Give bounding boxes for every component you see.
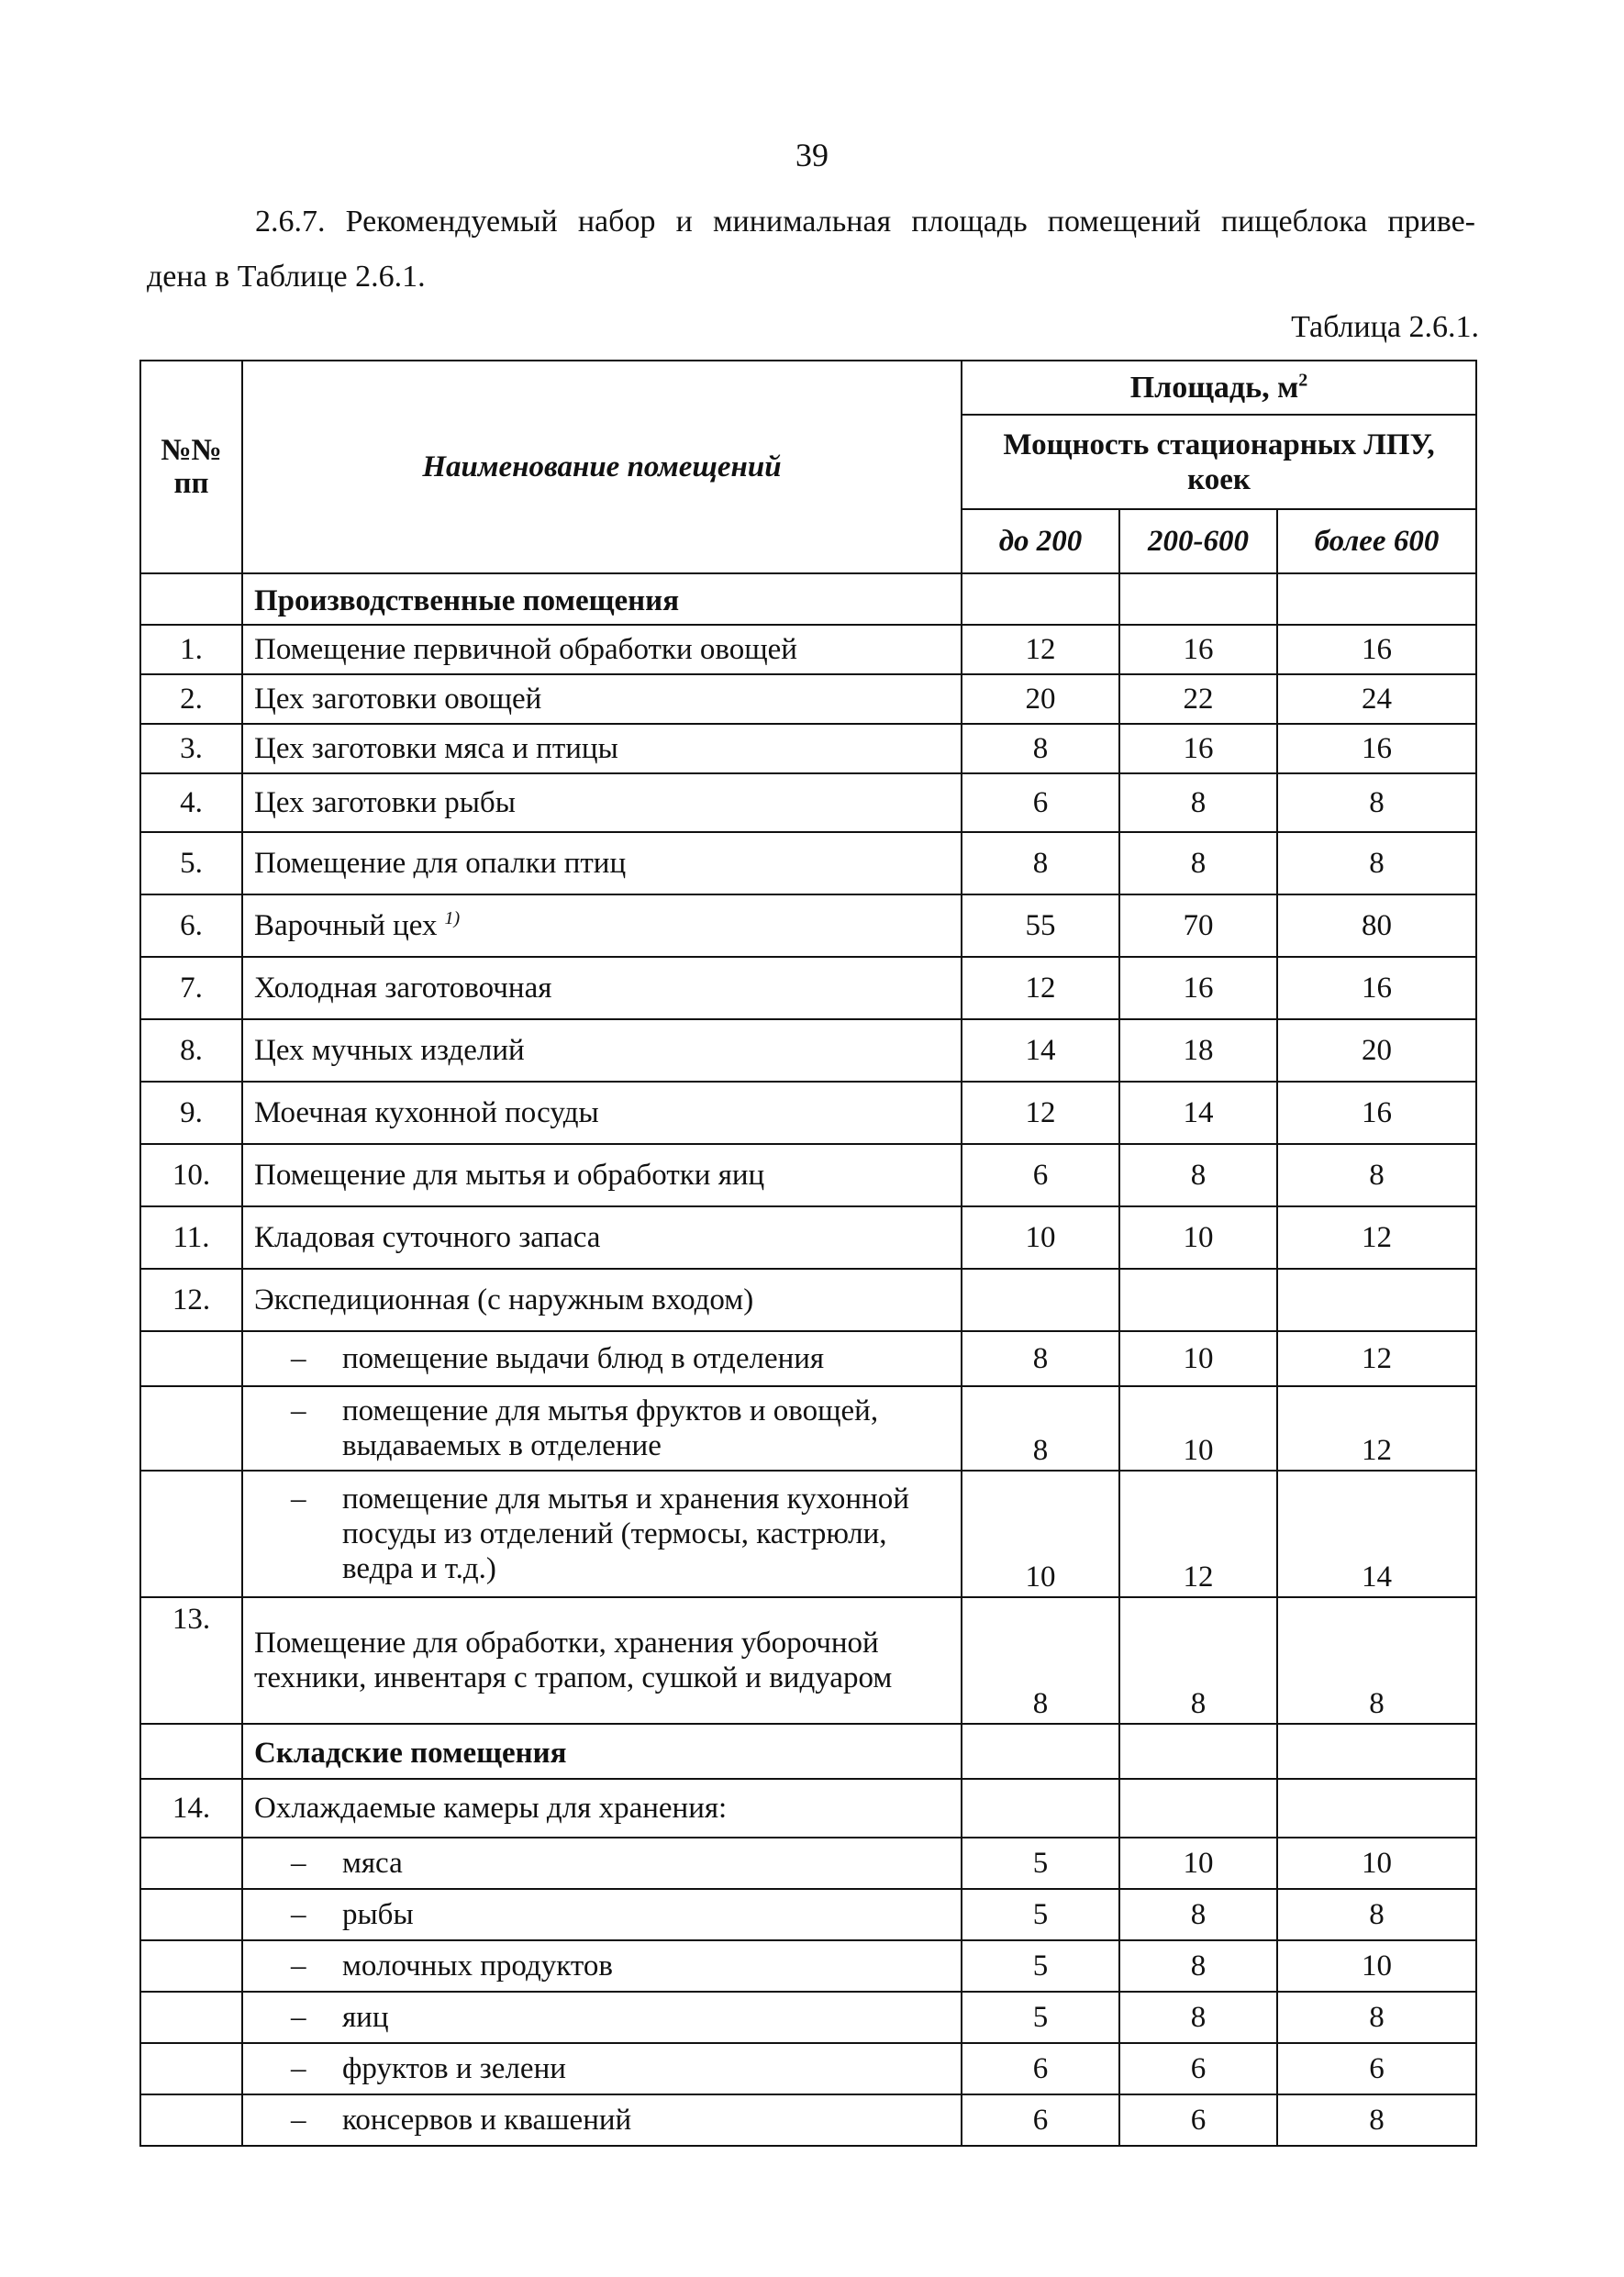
area-value-col-1: 5 [962,1889,1119,1940]
table-row [140,1206,1476,1269]
area-value-col-3: 8 [1277,1597,1476,1724]
table-row [140,1597,1476,1724]
table-row [140,1779,1476,1838]
row-number [140,2094,242,2146]
table-row [140,1019,1476,1082]
room-name-text: Моечная кухонной посуды [254,1096,599,1129]
room-name [242,2094,962,2146]
row-number: 14. [140,1779,242,1838]
row-number [140,1889,242,1940]
area-value-col-2: 8 [1119,832,1277,894]
room-name [242,773,962,832]
section-row [140,573,1476,625]
row-number: 4. [140,773,242,832]
sub-item [254,2103,950,2138]
area-value-col-1: 8 [962,832,1119,894]
room-name [242,894,962,957]
dash-mark: – [291,2104,306,2137]
area-value-col-3: 8 [1277,1144,1476,1206]
room-name-text: Помещение для мытья и обработки яиц [254,1159,765,1192]
table-row [140,1471,1476,1597]
table-row [140,1331,1476,1386]
area-value-col-3: 20 [1277,1019,1476,1082]
sub-item-text: консервов и квашений [342,2104,632,2137]
row-number [140,1992,242,2043]
area-value-col-3: 8 [1277,832,1476,894]
sub-item-text: рыбы [342,1898,414,1931]
sub-item-text: помещение выдачи блюд в отделения [342,1342,825,1375]
header-num [140,361,242,573]
table-row [140,894,1476,957]
row-number: 6. [140,894,242,957]
room-name [242,1082,962,1144]
room-name [242,1386,962,1471]
room-name [242,625,962,674]
area-value-col-1: 6 [962,1144,1119,1206]
row-number: 3. [140,724,242,773]
intro-line-2: дена в Таблице 2.6.1. [147,260,426,294]
area-value-col-2: 18 [1119,1019,1277,1082]
area-value-col-2: 8 [1119,1889,1277,1940]
header-area [962,361,1476,415]
area-value-col-3: 14 [1277,1471,1476,1597]
area-value-col-2: 10 [1119,1206,1277,1269]
area-value-col-1: 5 [962,1940,1119,1992]
table-row [140,957,1476,1019]
table-row [140,773,1476,832]
row-number: 8. [140,1019,242,1082]
table-row [140,1940,1476,1992]
row-number: 12. [140,1269,242,1331]
row-number [140,1331,242,1386]
room-name-text: Складские помещения [254,1737,567,1770]
area-value-col-2: 8 [1119,1940,1277,1992]
area-value-col-3 [1277,1269,1476,1331]
sub-item [254,1949,950,1983]
area-value-col-1: 14 [962,1019,1119,1082]
area-value-col-3: 8 [1277,1992,1476,2043]
area-value-col-2: 70 [1119,894,1277,957]
room-name [242,1724,962,1779]
area-value-col-3: 8 [1277,1889,1476,1940]
footnote-mark: 1) [444,908,461,928]
room-name [242,1597,962,1724]
area-value-col-1: 10 [962,1471,1119,1597]
area-value-col-3: 80 [1277,894,1476,957]
area-value-col-1 [962,1269,1119,1331]
area-value-col-2 [1119,573,1277,625]
area-value-col-3: 16 [1277,1082,1476,1144]
area-value-col-2 [1119,1269,1277,1331]
row-number: 10. [140,1144,242,1206]
sub-item-text: фруктов и зелени [342,2052,566,2085]
area-value-col-1 [962,1724,1119,1779]
header-col-3: более 600 [1277,509,1476,573]
room-name [242,1206,962,1269]
dash-mark: – [291,1949,306,1983]
area-value-col-1: 6 [962,2094,1119,2146]
area-value-col-2: 16 [1119,625,1277,674]
sub-item-text: помещение для мытья фруктов и овощей, выдаваемых в отделение [342,1394,879,1462]
area-value-col-2: 10 [1119,1838,1277,1889]
row-number: 5. [140,832,242,894]
room-name [242,1940,962,1992]
row-number [140,2043,242,2094]
area-value-col-1: 12 [962,957,1119,1019]
header-area-label: Площадь, м [1129,370,1299,405]
room-name [242,724,962,773]
row-number: 11. [140,1206,242,1269]
area-value-col-3: 16 [1277,724,1476,773]
area-value-col-1: 20 [962,674,1119,724]
table-row [140,1889,1476,1940]
room-name [242,832,962,894]
room-name [242,957,962,1019]
area-value-col-3 [1277,573,1476,625]
table-row [140,2043,1476,2094]
page-number: 39 [795,137,829,173]
dash-mark: – [291,2001,306,2034]
table-row [140,2094,1476,2146]
table-body [140,573,1476,2146]
room-name [242,674,962,724]
area-value-col-2: 16 [1119,724,1277,773]
area-value-col-1: 8 [962,724,1119,773]
area-value-col-1: 6 [962,773,1119,832]
room-name [242,1889,962,1940]
room-name [242,1019,962,1082]
room-name [242,573,962,625]
area-value-col-3: 12 [1277,1386,1476,1471]
table-row [140,1082,1476,1144]
row-number: 9. [140,1082,242,1144]
dash-mark: – [291,1342,306,1375]
area-value-col-1: 5 [962,1992,1119,2043]
sub-item [254,1846,950,1881]
sub-item [254,1897,950,1932]
area-value-col-3 [1277,1724,1476,1779]
room-name-text: Помещение для опалки птиц [254,847,627,880]
intro-line-1: 2.6.7. Рекомендуемый набор и минимальная площадь помещений пищеблока приве- [255,205,1475,239]
room-name-text: Экспедиционная (с наружным входом) [254,1283,754,1316]
dash-mark: – [291,1483,306,1516]
row-number: 13. [140,1597,242,1724]
table-row [140,1838,1476,1889]
room-name [242,1992,962,2043]
dash-mark: – [291,2052,306,2085]
room-name [242,2043,962,2094]
area-value-col-3: 8 [1277,773,1476,832]
table-row [140,1992,1476,2043]
row-number [140,573,242,625]
room-name-text: Охлаждаемые камеры для хранения: [254,1792,728,1825]
area-value-col-3: 12 [1277,1331,1476,1386]
area-value-col-2: 14 [1119,1082,1277,1144]
room-name-text: Кладовая суточного запаса [254,1221,601,1254]
sub-item-text: яиц [342,2001,389,2034]
sub-item [254,1482,950,1586]
area-value-col-3: 6 [1277,2043,1476,2094]
header-num-text: №№ пп [161,434,222,500]
area-value-col-2: 10 [1119,1386,1277,1471]
table-row [140,832,1476,894]
area-value-col-1 [962,1779,1119,1838]
area-value-col-2: 22 [1119,674,1277,724]
sub-item [254,1341,950,1376]
room-name-text: Цех заготовки овощей [254,683,542,716]
sub-item [254,1394,950,1463]
section-row [140,1724,1476,1779]
area-value-col-3: 10 [1277,1838,1476,1889]
row-number: 2. [140,674,242,724]
area-value-col-1: 12 [962,1082,1119,1144]
room-name [242,1838,962,1889]
row-number [140,1838,242,1889]
area-value-col-3 [1277,1779,1476,1838]
area-value-col-2: 16 [1119,957,1277,1019]
header-col-1: до 200 [962,509,1119,573]
room-name-text: Помещение для обработки, хранения уборочной техники, инвентаря с трапом, сушкой и видуаром [254,1627,893,1694]
table-row [140,1269,1476,1331]
area-value-col-2 [1119,1724,1277,1779]
sub-item-text: молочных продуктов [342,1949,613,1983]
area-value-col-3: 16 [1277,625,1476,674]
area-value-col-1: 8 [962,1331,1119,1386]
room-name [242,1331,962,1386]
sub-item-text: мяса [342,1847,403,1880]
room-name [242,1269,962,1331]
area-value-col-2: 6 [1119,2094,1277,2146]
intro-paragraph [147,194,1475,305]
row-number [140,1386,242,1471]
area-value-col-2: 8 [1119,773,1277,832]
area-value-col-3: 10 [1277,1940,1476,1992]
area-value-col-1: 12 [962,625,1119,674]
area-value-col-1: 8 [962,1597,1119,1724]
area-value-col-1: 8 [962,1386,1119,1471]
area-value-col-3: 8 [1277,2094,1476,2146]
sub-item [254,2051,950,2086]
room-name-text: Помещение первичной обработки овощей [254,633,797,666]
area-value-col-2: 10 [1119,1331,1277,1386]
area-value-col-2: 8 [1119,1144,1277,1206]
table-row [140,625,1476,674]
room-name-text: Цех заготовки рыбы [254,786,516,819]
room-name-text: Варочный цех [254,909,438,942]
header-capacity: Мощность стационарных ЛПУ, коек [962,415,1476,509]
table-row [140,1386,1476,1471]
room-name-text: Цех заготовки мяса и птицы [254,732,618,765]
area-value-col-2: 8 [1119,1992,1277,2043]
area-value-col-2: 6 [1119,2043,1277,2094]
area-value-col-1: 5 [962,1838,1119,1889]
area-value-col-1: 6 [962,2043,1119,2094]
dash-mark: – [291,1394,306,1427]
room-name-text: Холодная заготовочная [254,972,552,1005]
row-number: 7. [140,957,242,1019]
header-col-2: 200-600 [1119,509,1277,573]
area-value-col-2 [1119,1779,1277,1838]
room-name-text: Производственные помещения [254,584,680,617]
table-row [140,1144,1476,1206]
header-area-sup: 2 [1298,370,1308,391]
row-number [140,1724,242,1779]
room-name [242,1144,962,1206]
sub-item [254,2000,950,2035]
room-name [242,1779,962,1838]
area-value-col-1 [962,573,1119,625]
area-value-col-3: 24 [1277,674,1476,724]
sub-item-text: помещение для мытья и хранения кухонной посуды из отделений (термосы, кастрюли, ведра и т.д.) [342,1483,909,1585]
area-value-col-2: 8 [1119,1597,1277,1724]
dash-mark: – [291,1898,306,1931]
area-value-col-3: 16 [1277,957,1476,1019]
room-name [242,1471,962,1597]
row-number: 1. [140,625,242,674]
area-value-col-1: 55 [962,894,1119,957]
rooms-table [139,360,1477,2147]
row-number [140,1940,242,1992]
area-value-col-2: 12 [1119,1471,1277,1597]
area-value-col-1: 10 [962,1206,1119,1269]
row-number [140,1471,242,1597]
table-label: Таблица 2.6.1. [1291,310,1479,344]
table-row [140,724,1476,773]
room-name-text: Цех мучных изделий [254,1034,525,1067]
area-value-col-3: 12 [1277,1206,1476,1269]
table-row [140,674,1476,724]
header-name: Наименование помещений [242,361,962,573]
dash-mark: – [291,1847,306,1880]
